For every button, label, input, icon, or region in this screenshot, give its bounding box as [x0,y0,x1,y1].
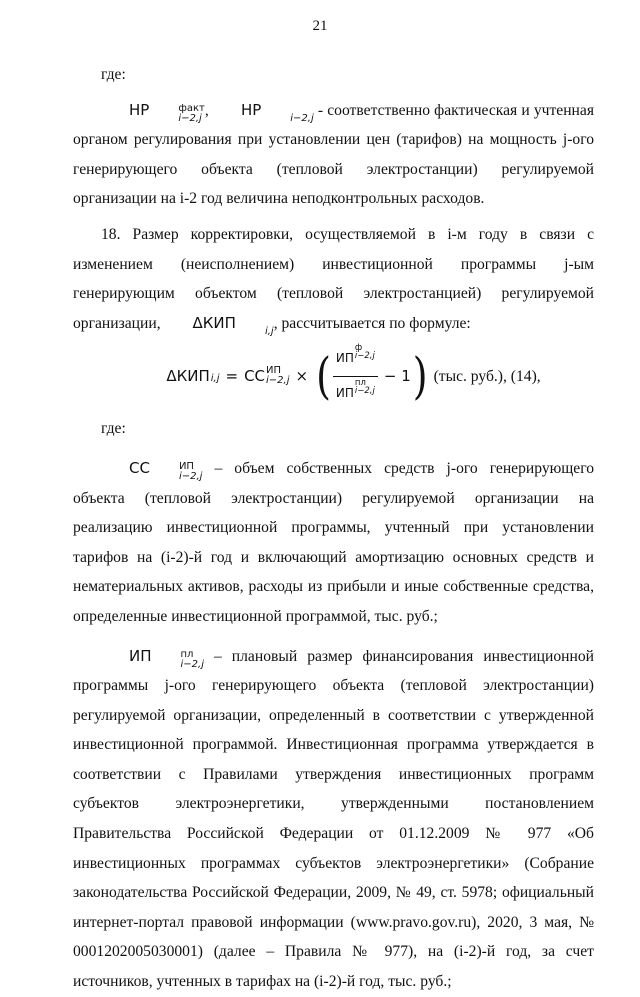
np-symbol: НР i−2,j [240,100,314,124]
paren-right: ) [412,347,428,405]
formula-14 [113,338,594,414]
paragraph-cc-definition: СС ИП i−2,j – объем собственных средств j-ого генерирующего объекта (тепловой электростанции) регулируемой организации на реализацию инвестиционной программы, учтенный при установлении тарифов на (i-2)-й год и включающий амортизацию основных средств и нематериальных активов, расходы из прибыли и иные собственные средства, определенные инвестиционной программой, тыс. руб.; [73,458,594,625]
dkip-symbol: ΔКИП i,j [192,313,274,337]
formula-lhs: ΔКИП i,j [166,366,220,385]
formula-minus-one: − 1 [383,366,411,385]
np-fact-symbol: НР факт i−2,j [129,100,205,124]
paren-left: ( [316,347,331,405]
where-label-2: где: [101,420,126,438]
fraction-denominator: ИП пл i−2,j [335,377,375,400]
paragraph-18: 18. Размер корректировки, осуществляемой в i-м году в связи с изменением (неисполнением) инвестиционной программы j-ым генерирующим объектом (тепловой электростанцией) регулируемой организации, ΔКИП i,j , рассчитывается по формуле: [73,225,594,337]
ip-plan-symbol: ИП пл i−2,j [129,646,204,670]
paragraph-ip-definition: ИП пл i−2,j – плановый размер финансирования инвестиционной программы j-ого генерирующего объекта (тепловой электростанции) регулируемой организации, определенный в соответствии с утвержденной инвестиционной программой. Инвестиционная программа утверждается в соответствии с Правилами утверждения инвестиционных программ субъектов электроэнергетики, утвержденными постановлением Правительства Российской Федерации от 01.12.2009 № 977 «Об инвестиционных программах субъектов электроэнергетики» (Собрание законодательства Российской Федерации, 2009, № 49, ст. 5978; официальный интернет-портал правовой информации (www.pravo.gov.ru), 2020, 3 мая, № 0001202005030001) (далее – Правила № 977), на (i-2)-й год, за счет источников, учтенных в тарифах на (i-2)-й год, тыс. руб.; [73,646,594,991]
paragraph-np-definition: НР факт i−2,j , НР i−2,j - соответственно фактическая и учтенная органом регулирования при установлении цен (тарифов) на мощность j-ого генерирующего объекта (тепловой электростанции) регулируемой организации на i-2 год величина неподконтрольных расходов. [73,100,594,208]
formula-cc: СС ИП i−2,j [244,365,290,387]
formula-fraction [333,344,378,408]
formula-times: × [295,366,309,385]
cc-symbol: СС ИП i−2,j [129,458,203,482]
where-label-1: где: [101,66,126,83]
formula-unit: (тыс. руб.), (14), [433,367,541,385]
formula-equals: = [225,366,239,385]
fraction-numerator: ИП ф i−2,j [333,344,378,377]
page-number: 21 [312,18,328,34]
np-definition-text: - соответственно фактическая и учтенная органом регулирования при установлении цен (тарифов) на мощность j-ого генерирующего объекта (тепловой электростанции) регулируемой организации на i-2 год величина неподконтрольных расходов. [73,101,594,208]
document-body [73,60,594,997]
